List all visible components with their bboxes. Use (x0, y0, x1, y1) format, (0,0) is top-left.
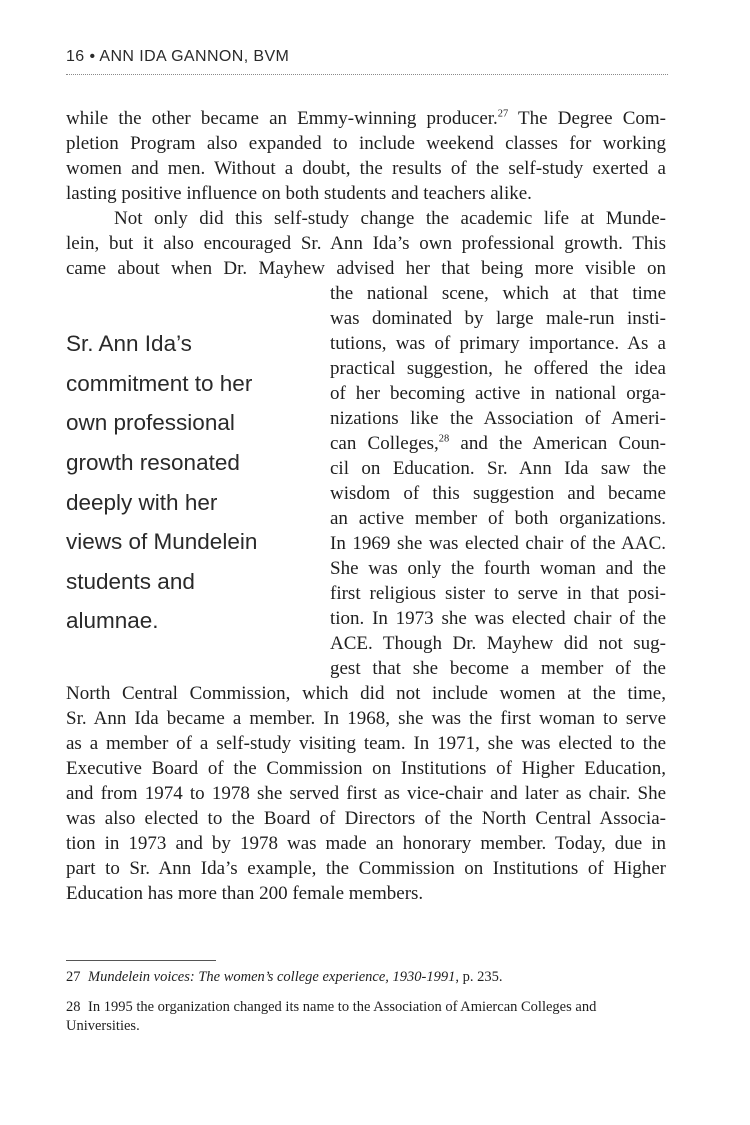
text-line: lasting positive influence on both students and teachers alike. (66, 183, 532, 204)
text-line (330, 431, 666, 456)
text-line (66, 106, 666, 131)
text-line: tutions, was of primary importance. As a (330, 333, 666, 354)
text-run: The Degree Com- (508, 108, 666, 129)
text-line: tion in 1973 and by 1978 was made an honorary member. Today, due in (66, 833, 666, 854)
text-line: pletion Program also expanded to include weekend classes for working (66, 133, 666, 154)
text-line: was dominated by large male-run insti- (330, 308, 666, 329)
pull-quote-line: alumnae. (66, 608, 159, 633)
pull-quote-line: growth resonated (66, 450, 240, 475)
text-line: tion. In 1973 she was elected chair of the (330, 608, 666, 629)
text-line: Not only did this self-study change the academic life at Munde- (114, 208, 666, 229)
footnote-number: 28 (66, 999, 81, 1015)
footnote-27 (66, 967, 668, 987)
text-line: was also elected to the Board of Directors of the North Central Associa- (66, 808, 666, 829)
text-line: ACE. Though Dr. Mayhew did not sug- (330, 633, 666, 654)
footnote-text: In 1995 the organization changed its name to the Association of Amiercan Colleges and (88, 999, 597, 1015)
pull-quote-line: deeply with her (66, 490, 218, 515)
text-line: wisdom of this suggestion and became (330, 483, 666, 504)
text-line: lein, but it also encouraged Sr. Ann Ida’s own professional growth. This (66, 233, 666, 254)
text-line: She was only the fourth woman and the (330, 558, 666, 579)
text-line: women and men. Without a doubt, the results of the self-study exerted a (66, 158, 666, 179)
text-line: nizations like the Association of Ameri- (330, 408, 666, 429)
pull-quote-line: Sr. Ann Ida’s (66, 331, 192, 356)
footnote-rule (66, 960, 216, 961)
text-line: part to Sr. Ann Ida’s example, the Commission on Institutions of Higher (66, 858, 666, 879)
pull-quote-line: commitment to her (66, 371, 253, 396)
text-line: In 1969 she was elected chair of the AAC. (330, 533, 666, 554)
pull-quote-line: own professional (66, 410, 235, 435)
text-run: can Colleges, (330, 433, 439, 454)
text-line: as a member of a self-study visiting team. In 1971, she was elected to the (66, 733, 666, 754)
text-line: the national scene, which at that time (330, 283, 666, 304)
text-line: came about when Dr. Mayhew advised her that being more visible on (66, 258, 666, 279)
text-line: gest that she become a member of the (330, 658, 666, 679)
text-line: Education has more than 200 female members. (66, 883, 424, 904)
footnote-28 (66, 997, 668, 1017)
text-line: an active member of both organizations. (330, 508, 666, 529)
pull-quote-line: views of Mundelein (66, 529, 258, 554)
text-line: North Central Commission, which did not include women at the time, (66, 683, 666, 704)
pull-quote-line: students and (66, 569, 195, 594)
footnote-title: Mundelein voices: The women’s college experience, 1930-1991 (88, 969, 456, 985)
text-line: cil on Education. Sr. Ann Ida saw the (330, 458, 666, 479)
text-line: practical suggestion, he offered the idea (330, 358, 666, 379)
text-run: and the American Coun- (449, 433, 666, 454)
text-line: and from 1974 to 1978 she served first as vice-chair and later as chair. She (66, 783, 666, 804)
footnote-ref-28[interactable]: 28 (438, 433, 450, 445)
footnote-28-continued: Universities. (66, 1018, 140, 1034)
header-dotted-rule (66, 74, 668, 75)
text-run: while the other became an Emmy-winning producer. (66, 108, 498, 129)
footnote-text: , p. 235. (455, 969, 503, 985)
text-line: first religious sister to serve in that posi- (330, 583, 666, 604)
footnote-ref-27[interactable]: 27 (497, 108, 509, 120)
text-line: Sr. Ann Ida became a member. In 1968, she was the first woman to serve (66, 708, 666, 729)
footnote-number: 27 (66, 969, 81, 985)
text-line: Executive Board of the Commission on Institutions of Higher Education, (66, 758, 666, 779)
text-line: of her becoming active in national orga- (330, 383, 666, 404)
page-header: 16 • ANN IDA GANNON, BVM (66, 48, 290, 65)
